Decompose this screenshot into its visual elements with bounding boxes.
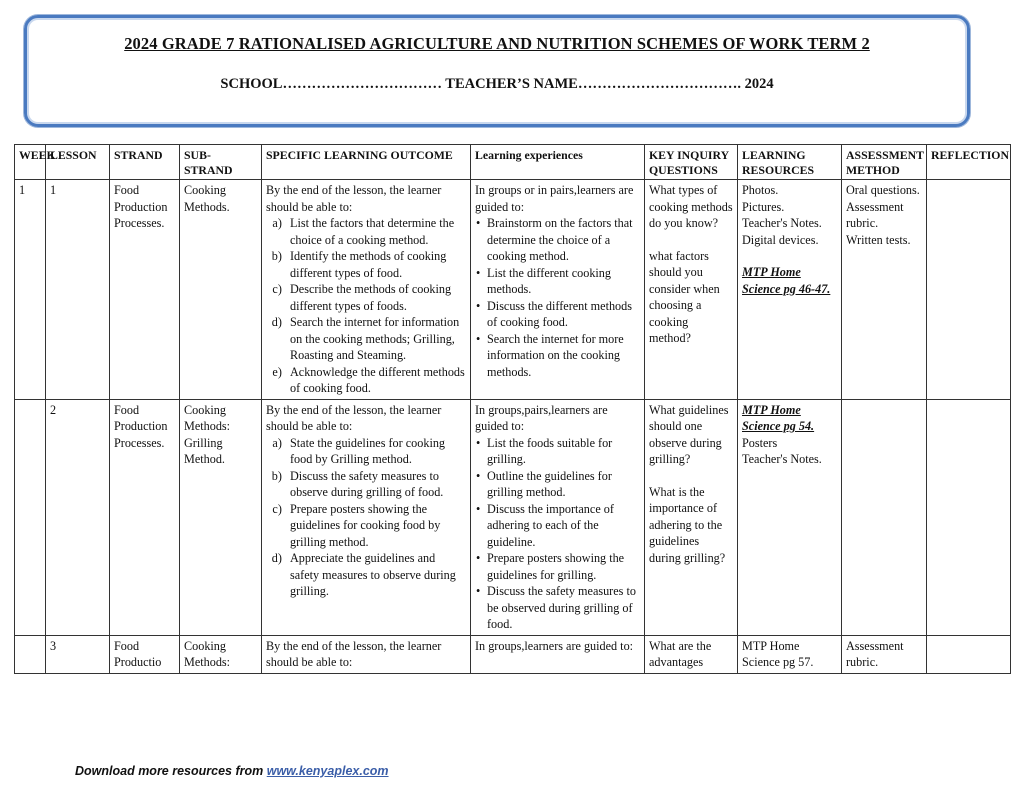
table-row	[15, 399, 1011, 635]
inquiry-question: What types of cooking methods do you know?	[649, 183, 733, 230]
column-header-outcome: SPECIFIC LEARNING OUTCOME	[262, 145, 471, 180]
column-header-experiences: Learning experiences	[471, 145, 645, 180]
outcome-cell	[262, 180, 471, 400]
sub-strand-cell: Cooking Methods:	[180, 635, 262, 673]
outcome-item: b. Identify the methods of cooking different types of food.	[288, 248, 466, 281]
resource-reference: MTP Home Science pg 46-47.	[742, 265, 831, 296]
outcome-list	[266, 215, 466, 397]
outcome-item: c. Prepare posters showing the guidelines for cooking food by grilling method.	[288, 501, 466, 551]
lesson-cell: 2	[46, 399, 110, 635]
column-header-strand: STRAND	[110, 145, 180, 180]
column-header-week: WEEK	[15, 145, 46, 180]
table-row	[15, 635, 1011, 673]
outcome-item: b. Discuss the safety measures to observe during grilling of food.	[288, 468, 466, 501]
week-cell	[15, 635, 46, 673]
assessment-item: Written tests.	[846, 232, 911, 247]
assessment-cell	[842, 399, 927, 635]
column-header-questions: KEY INQUIRY QUESTIONS	[645, 145, 738, 180]
scheme-table	[14, 144, 1011, 674]
outcome-cell	[262, 399, 471, 635]
reflection-cell	[927, 635, 1011, 673]
footer-link[interactable]: www.kenyaplex.com	[266, 764, 389, 778]
experiences-cell	[471, 399, 645, 635]
strand-cell: Food Production Processes.	[110, 399, 180, 635]
strand-cell: Food Production Processes.	[110, 180, 180, 400]
sub-strand-cell: Cooking Methods: Grilling Method.	[180, 399, 262, 635]
experiences-intro: In groups or in pairs,learners are guided to:	[475, 183, 634, 214]
resources-cell	[738, 180, 842, 400]
experiences-list	[475, 435, 640, 633]
outcome-intro: By the end of the lesson, the learner should be able to:	[266, 183, 442, 214]
footer	[75, 764, 389, 778]
outcome-item: a. List the factors that determine the choice of a cooking method.	[288, 215, 466, 248]
experience-item: • Brainstorm on the factors that determine the choice of a cooking method.	[487, 215, 640, 265]
outcome-item: e. Acknowledge the different methods of cooking food.	[288, 364, 466, 397]
assessment-cell: Assessment rubric.	[842, 635, 927, 673]
assessment-item: Oral questions.	[846, 183, 920, 197]
header-banner	[24, 15, 970, 127]
resource-item: Pictures.	[742, 199, 785, 214]
experience-item: • Search the internet for more information on the cooking methods.	[487, 331, 640, 381]
strand-cell: Food Productio	[110, 635, 180, 673]
column-header-resources: LEARNING RESOURCES	[738, 145, 842, 180]
experiences-intro: In groups,pairs,learners are guided to:	[475, 402, 608, 433]
experience-item: • Prepare posters showing the guidelines for grilling.	[487, 550, 640, 583]
experiences-cell: In groups,learners are guided to:	[471, 635, 645, 673]
outcome-item: d. Appreciate the guidelines and safety measures to observe during grilling.	[288, 550, 466, 600]
experience-item: • List the foods suitable for grilling.	[487, 435, 640, 468]
column-header-assessment: ASSESSMENT METHOD	[842, 145, 927, 180]
experience-item: • Discuss the safety measures to be observed during grilling of food.	[487, 583, 640, 633]
outcome-item: a. State the guidelines for cooking food by Grilling method.	[288, 435, 466, 468]
resource-item: Teacher's Notes.	[742, 216, 822, 230]
questions-cell	[645, 180, 738, 400]
outcome-cell: By the end of the lesson, the learner should be able to:	[262, 635, 471, 673]
column-header-reflection: REFLECTION	[927, 145, 1011, 180]
experiences-cell	[471, 180, 645, 400]
resource-reference: MTP Home Science pg 54.	[742, 402, 815, 433]
resources-cell	[738, 399, 842, 635]
resource-item: Digital devices.	[742, 232, 819, 247]
questions-cell: What are the advantages	[645, 635, 738, 673]
page-title: 2024 GRADE 7 RATIONALISED AGRICULTURE AND NUTRITION SCHEMES OF WORK TERM 2	[124, 34, 870, 53]
week-cell: 1	[15, 180, 46, 400]
sub-strand-cell: Cooking Methods.	[180, 180, 262, 400]
outcome-item: d. Search the internet for information on the cooking methods; Grilling, Roasting and Steaming.	[288, 314, 466, 364]
experience-item: • Outline the guidelines for grilling method.	[487, 468, 640, 501]
page-subtitle: SCHOOL…………………………… TEACHER’S NAME……………………………. 2024	[220, 76, 774, 92]
outcome-list	[266, 435, 466, 600]
lesson-cell: 3	[46, 635, 110, 673]
assessment-item: Assessment rubric.	[846, 199, 904, 230]
assessment-cell	[842, 180, 927, 400]
experience-item: • Discuss the different methods of cooking food.	[487, 298, 640, 331]
lesson-cell: 1	[46, 180, 110, 400]
resource-item: Teacher's Notes.	[742, 452, 822, 466]
inquiry-question: What guidelines should one observe during grilling?	[649, 402, 729, 466]
table-header-row	[15, 145, 1011, 180]
reflection-cell	[927, 399, 1011, 635]
questions-cell	[645, 399, 738, 635]
outcome-intro: By the end of the lesson, the learner should be able to:	[266, 402, 442, 433]
reflection-cell	[927, 180, 1011, 400]
outcome-item: c. Describe the methods of cooking different types of foods.	[288, 281, 466, 314]
footer-text: Download more resources from	[75, 764, 267, 778]
inquiry-question: What is the importance of adhering to the guidelines during grilling?	[649, 484, 726, 565]
table-row	[15, 180, 1011, 400]
resource-item: Posters	[742, 435, 778, 450]
column-header-sub-strand: SUB-STRAND	[180, 145, 262, 180]
resource-item: Photos.	[742, 183, 779, 197]
column-header-lesson: LESSON	[46, 145, 110, 180]
inquiry-question: what factors should you consider when choosing a cooking method?	[649, 248, 720, 345]
experience-item: • Discuss the importance of adhering to each of the guideline.	[487, 501, 640, 551]
experience-item: • List the different cooking methods.	[487, 265, 640, 298]
resources-cell: MTP Home Science pg 57.	[738, 635, 842, 673]
week-cell	[15, 399, 46, 635]
experiences-list	[475, 215, 640, 380]
